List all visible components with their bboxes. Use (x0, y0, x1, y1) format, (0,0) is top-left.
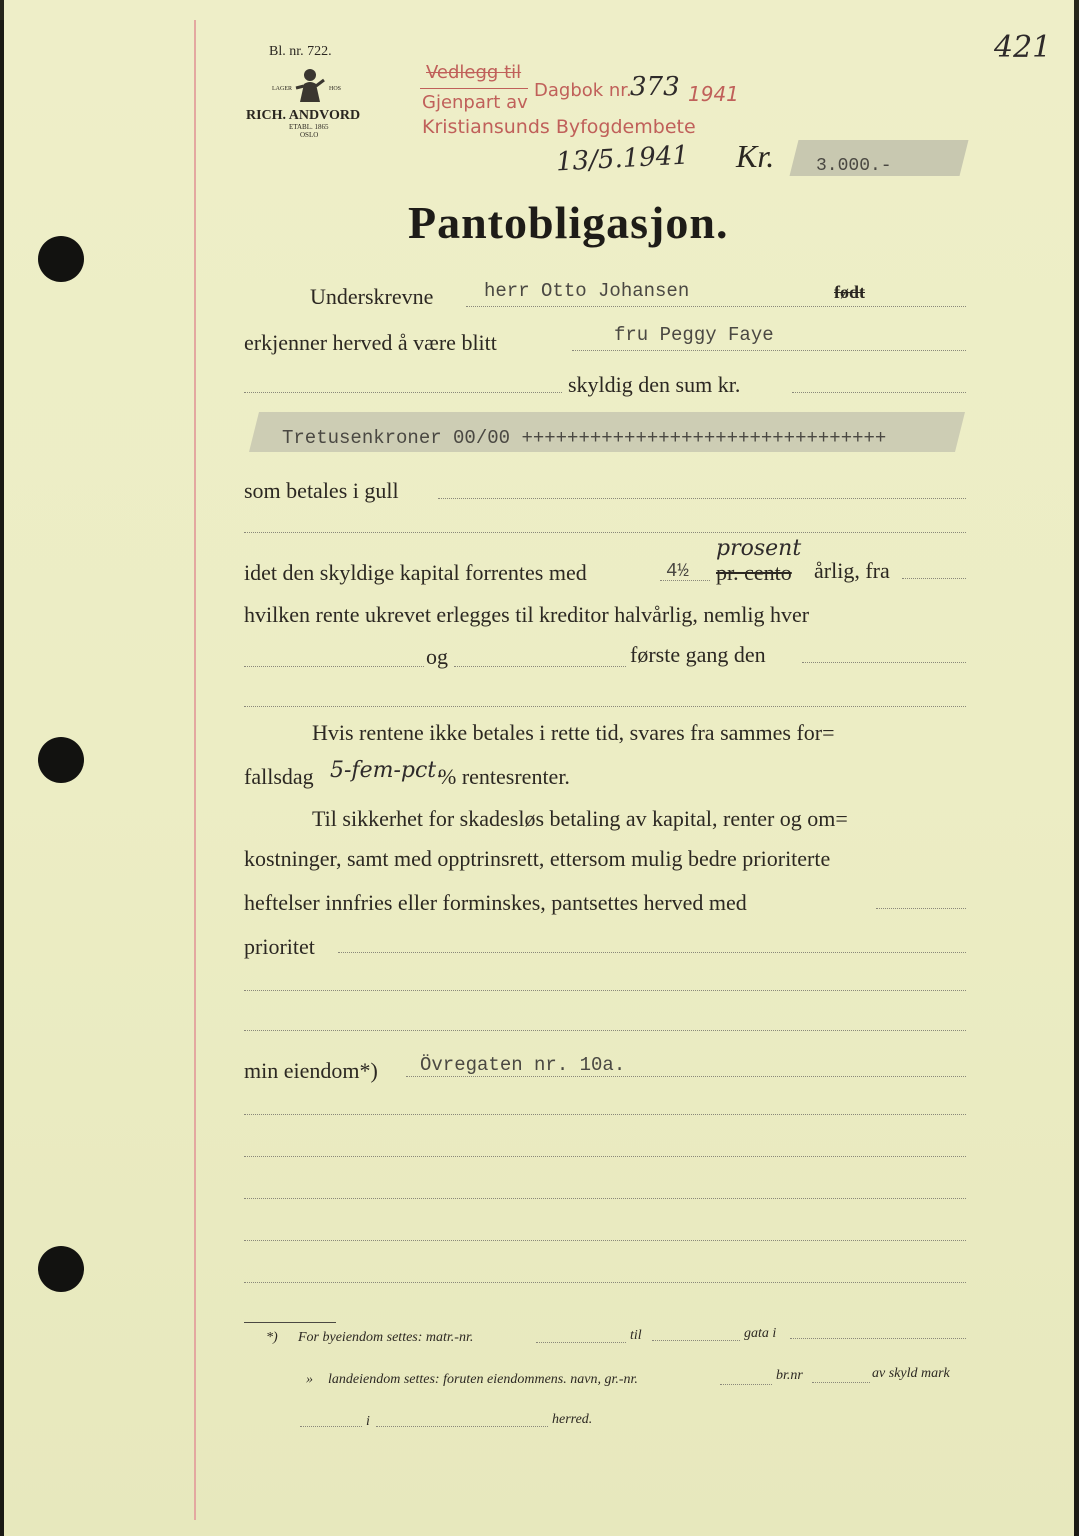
para2-line5-dots (876, 908, 966, 909)
payment-label: som betales i gull (244, 478, 399, 503)
debt-line-left (244, 392, 562, 393)
footnote-line1-b: til (630, 1328, 642, 1343)
para2-line4: kostninger, samt med opptrinsrett, ettersom mulig bedre prioriterte (244, 846, 831, 871)
para2-line1: Hvis rentene ikke betales i rette tid, svares fra sammes for= (312, 720, 835, 745)
footnote-dots (300, 1426, 362, 1427)
footnote-dots (812, 1382, 870, 1383)
footnote-rule (244, 1322, 336, 1323)
interest-handwritten: prosent (716, 536, 802, 561)
og-line-mid (454, 666, 626, 667)
blank-line-6 (244, 1156, 966, 1157)
stamp-line3: Kristiansunds Byfogdembete (422, 116, 696, 138)
footnote-marker-2: » (306, 1372, 313, 1387)
stamp-line2: Gjenpart av (422, 92, 528, 113)
stamp-year: 1941 (688, 82, 739, 106)
undersigned-value: herr Otto Johansen (484, 280, 690, 302)
interest-struck: pr. cento (716, 560, 792, 585)
blank-line-8 (244, 1240, 966, 1241)
struck-word: født (834, 282, 865, 302)
footnote-dots (652, 1340, 740, 1341)
footnote-line3-a: i (366, 1414, 370, 1429)
debt-line-right (792, 392, 966, 393)
logo-hos: HOS (329, 86, 342, 92)
logo-name: RICH. ANDVORD (246, 108, 361, 123)
footnote-dots (376, 1426, 548, 1427)
document-page (4, 0, 1074, 1536)
binder-hole (38, 737, 84, 783)
footnote-line2-b: br.nr (776, 1368, 803, 1383)
stamp-rule (420, 88, 528, 89)
footnote-line1-a: For byeiendom settes: matr.-nr. (298, 1330, 474, 1345)
para2-rate-handwritten: 5-fem-pct. (330, 758, 444, 783)
interest-prefix: idet den skyldige kapital forrentes med (244, 560, 587, 585)
undersigned-label: Underskrevne (310, 284, 434, 309)
page-number: 421 (994, 30, 1052, 65)
priority-line (338, 952, 966, 953)
para2-prioritet: prioritet (244, 934, 315, 959)
footnote-line2-c: av skyld mark (872, 1366, 950, 1381)
logo-city: OSLO (300, 131, 319, 139)
footnote-line2-a: landeiendom settes: foruten eiendommens. navn, gr.-nr. (328, 1372, 638, 1387)
blank-line-3 (244, 990, 966, 991)
property-line (406, 1076, 966, 1077)
interest-line2: hvilken rente ukrevet erlegges til kreditor halvårlig, nemlig hver (244, 602, 810, 627)
binder-hole (38, 1246, 84, 1292)
payment-line (438, 498, 966, 499)
og-line-left (244, 666, 424, 667)
blank-line-2 (244, 706, 966, 707)
blank-line-5 (244, 1114, 966, 1115)
para2-line5: heftelser innfries eller forminskes, pantsettes herved med (244, 890, 747, 915)
footnote-line1-c: gata i (744, 1326, 777, 1341)
interest-og: og (426, 644, 448, 669)
creditor-value: fru Peggy Faye (614, 324, 774, 346)
footnote-dots (720, 1384, 772, 1385)
creditor-line (572, 350, 966, 351)
undersigned-line (466, 306, 966, 307)
amount-label: Kr. (736, 138, 775, 174)
debt-label: skyldig den sum kr. (568, 372, 741, 397)
document-title: Pantobligasjon. (408, 197, 729, 248)
stamp-dagbok-number: 373 (630, 72, 680, 102)
form-number: Bl. nr. 722. (269, 44, 332, 59)
logo-lager: LAGER (272, 86, 292, 92)
blank-line (244, 532, 966, 533)
para2-line3: Til sikkerhet for skadesløs betaling av kapital, renter og om= (312, 806, 848, 831)
binder-hole (38, 236, 84, 282)
blank-line-7 (244, 1198, 966, 1199)
stamp-dagbok-label: Dagbok nr. (534, 80, 632, 101)
interest-suffix: årlig, fra (814, 558, 890, 583)
para2-fallsdag: fallsdag (244, 764, 314, 789)
date-handwritten: 13/5.1941 (555, 140, 690, 178)
amount-value: 3.000.- (816, 156, 892, 176)
footnote-dots (790, 1338, 966, 1339)
amount-words: Tretusenkroner 00/00 ++++++++++++++++++++++++++++++++ (282, 427, 887, 449)
footnote-marker: *) (266, 1330, 278, 1345)
creditor-label: erkjenner herved å være blitt (244, 330, 497, 355)
og-line-right (802, 662, 966, 663)
stamp-line1: Vedlegg til (426, 62, 522, 83)
footnote-dots (536, 1342, 626, 1343)
property-label: min eiendom*) (244, 1058, 378, 1083)
interest-first: første gang den (630, 642, 766, 667)
margin-rule (194, 20, 196, 1520)
footnote-line3-b: herred. (552, 1412, 593, 1427)
blank-line-9 (244, 1282, 966, 1283)
property-value: Övregaten nr. 10a. (420, 1054, 626, 1076)
logo-established: ETABL. 1865 (289, 123, 329, 131)
para2-rentesrenter: % rentesrenter. (438, 764, 570, 789)
blank-line-4 (244, 1030, 966, 1031)
interest-end-line (902, 578, 966, 579)
interest-rate: 4½ (666, 560, 689, 582)
figure-icon (292, 66, 328, 104)
